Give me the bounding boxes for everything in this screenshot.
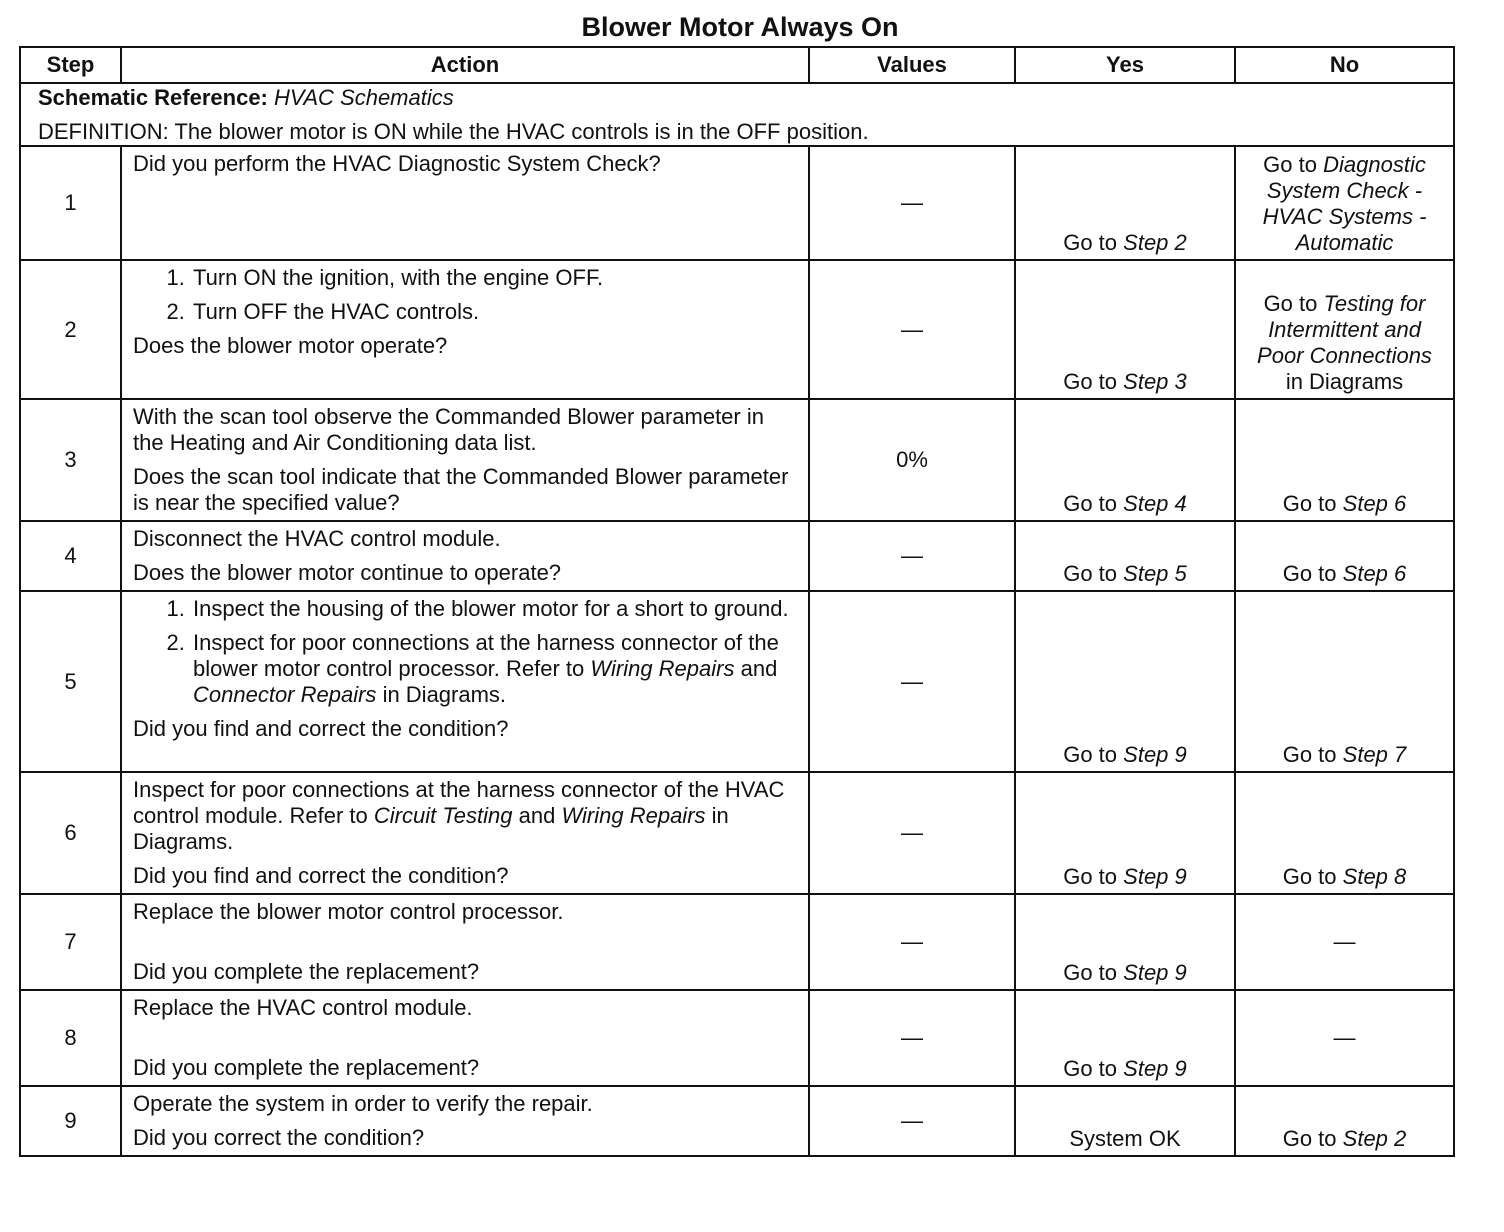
action-cell: [121, 399, 809, 521]
no-step-link: Step 8: [1342, 864, 1407, 889]
go-to-text: Go to: [1282, 561, 1337, 586]
step-number: 9: [20, 1086, 121, 1156]
action-text: [133, 777, 797, 855]
action-question: Did you find and correct the condition?: [133, 716, 509, 741]
list-item: 2. Turn OFF the HVAC controls.: [191, 299, 797, 325]
yes-cell: [1015, 772, 1235, 894]
header-action: Action: [121, 47, 809, 83]
table-header-row: [20, 47, 1454, 83]
yes-step-link: Step 5: [1123, 561, 1187, 586]
table-row: [20, 772, 1454, 894]
action-text-part: in Diagrams.: [133, 803, 729, 854]
go-to-text: Go to: [1282, 1126, 1337, 1151]
no-step-link: Step 6: [1342, 491, 1407, 516]
yes-cell: [1015, 260, 1235, 399]
go-to-text: Go to: [1263, 152, 1317, 177]
action-question: Did you complete the replacement?: [133, 959, 480, 984]
table-row: [20, 521, 1454, 591]
action-question: Did you correct the condition?: [133, 1125, 425, 1150]
no-cell: —: [1235, 894, 1454, 990]
go-to-text: Go to: [1282, 491, 1337, 516]
list-item-text: in Diagrams.: [382, 682, 507, 707]
no-cell: [1235, 772, 1454, 894]
step-number: 7: [20, 894, 121, 990]
action-text: With the scan tool observe the Commanded Blower parameter in the Heating and Air Conditioning data list.: [133, 404, 764, 455]
table-row: [20, 1086, 1454, 1156]
values-cell: 0%: [809, 399, 1015, 521]
action-question: Does the blower motor continue to operate?: [133, 560, 562, 585]
no-suffix: in Diagrams: [1285, 369, 1404, 394]
go-to-text: Go to: [1282, 742, 1337, 767]
values-cell: —: [809, 772, 1015, 894]
definition-text: DEFINITION: The blower motor is ON while the HVAC controls is in the OFF position.: [38, 119, 869, 144]
action-question: Does the blower motor operate?: [133, 333, 448, 358]
action-text-part: Inspect for poor connections at the harness connector of the HVAC control module. Refer to: [133, 777, 785, 828]
action-question: Did you find and correct the condition?: [133, 863, 509, 888]
action-question: Did you complete the replacement?: [133, 1055, 480, 1080]
list-item: [191, 630, 797, 708]
yes-cell: [1015, 521, 1235, 591]
action-text-part: and: [518, 803, 556, 828]
go-to-text: Go to: [1282, 864, 1337, 889]
table-row: [20, 894, 1454, 990]
list-item-text: Inspect for poor connections at the harness connector of the blower motor control processor. Refer to: [193, 630, 779, 681]
diagnostic-table: [19, 46, 1455, 1157]
yes-cell: [1015, 399, 1235, 521]
action-cell: [121, 521, 809, 591]
action-cell: [121, 1086, 809, 1156]
yes-step-link: Step 9: [1123, 960, 1187, 985]
yes-cell: System OK: [1015, 1086, 1235, 1156]
no-step-link: Step 2: [1342, 1126, 1407, 1151]
values-cell: —: [809, 894, 1015, 990]
list-item: 1. Inspect the housing of the blower motor for a short to ground.: [191, 596, 797, 622]
intro-row: [20, 83, 1454, 146]
yes-step-link: Step 4: [1123, 491, 1187, 516]
table-row: [20, 260, 1454, 399]
yes-cell: [1015, 894, 1235, 990]
wiring-repairs-link: Wiring Repairs: [590, 656, 735, 681]
step-number: 3: [20, 399, 121, 521]
step-number: 5: [20, 591, 121, 772]
action-cell: [121, 260, 809, 399]
step-number: 6: [20, 772, 121, 894]
action-text: Replace the blower motor control processor.: [133, 899, 564, 924]
values-cell: —: [809, 1086, 1015, 1156]
go-to-text: Go to: [1063, 742, 1118, 767]
yes-step-link: Step 9: [1123, 742, 1187, 767]
header-no: No: [1235, 47, 1454, 83]
list-item-text: and: [740, 656, 778, 681]
step-number: 1: [20, 146, 121, 260]
table-row: [20, 591, 1454, 772]
no-cell: [1235, 399, 1454, 521]
step-number: 4: [20, 521, 121, 591]
action-question: Does the scan tool indicate that the Commanded Blower parameter is near the specified value?: [133, 464, 789, 515]
yes-step-link: Step 9: [1123, 1056, 1187, 1081]
action-text: Disconnect the HVAC control module.: [133, 526, 501, 551]
go-to-text: Go to: [1063, 1056, 1118, 1081]
action-cell: [121, 772, 809, 894]
go-to-text: Go to: [1063, 491, 1118, 516]
go-to-text: Go to: [1063, 369, 1118, 394]
action-question: Did you perform the HVAC Diagnostic System Check?: [133, 151, 661, 176]
go-to-text: Go to: [1063, 230, 1118, 255]
table-row: [20, 399, 1454, 521]
list-item: 1. Turn ON the ignition, with the engine OFF.: [191, 265, 797, 291]
values-cell: —: [809, 521, 1015, 591]
schematic-label: Schematic Reference:: [38, 85, 268, 110]
values-cell: —: [809, 990, 1015, 1086]
table-row: [20, 146, 1454, 260]
values-cell: —: [809, 260, 1015, 399]
intro-cell: [20, 83, 1454, 146]
action-cell: [121, 146, 809, 260]
yes-step-link: Step 2: [1123, 230, 1187, 255]
table-row: [20, 990, 1454, 1086]
header-yes: Yes: [1015, 47, 1235, 83]
go-to-text: Go to: [1063, 561, 1118, 586]
action-cell: [121, 591, 809, 772]
step-number: 2: [20, 260, 121, 399]
header-step: Step: [20, 47, 121, 83]
yes-cell: [1015, 990, 1235, 1086]
values-cell: —: [809, 591, 1015, 772]
no-cell: [1235, 146, 1454, 260]
action-list: [133, 596, 797, 708]
header-values: Values: [809, 47, 1015, 83]
action-cell: [121, 990, 809, 1086]
no-step-link: Step 6: [1342, 561, 1407, 586]
action-text: Operate the system in order to verify the repair.: [133, 1091, 593, 1116]
no-cell: [1235, 1086, 1454, 1156]
no-cell: [1235, 591, 1454, 772]
yes-cell: [1015, 146, 1235, 260]
no-cell: —: [1235, 990, 1454, 1086]
page-title: Blower Motor Always On: [581, 12, 899, 42]
action-text: Replace the HVAC control module.: [133, 995, 473, 1020]
circuit-testing-link: Circuit Testing: [373, 803, 513, 828]
yes-step-link: Step 9: [1123, 864, 1187, 889]
no-target-link: Diagnostic System Check - HVAC Systems - Automatic: [1262, 152, 1427, 255]
yes-cell: [1015, 591, 1235, 772]
no-target-link: Testing for Intermittent and Poor Connections: [1257, 291, 1432, 368]
values-cell: —: [809, 146, 1015, 260]
yes-step-link: Step 3: [1123, 369, 1187, 394]
go-to-text: Go to: [1063, 960, 1118, 985]
schematic-reference: HVAC Schematics: [274, 85, 454, 110]
go-to-text: Go to: [1263, 291, 1318, 316]
step-number: 8: [20, 990, 121, 1086]
action-list: [133, 265, 797, 325]
go-to-text: Go to: [1063, 864, 1118, 889]
wiring-repairs-link: Wiring Repairs: [561, 803, 706, 828]
no-step-link: Step 7: [1342, 742, 1407, 767]
action-cell: [121, 894, 809, 990]
connector-repairs-link: Connector Repairs: [193, 682, 377, 707]
no-cell: [1235, 521, 1454, 591]
no-cell: [1235, 260, 1454, 399]
